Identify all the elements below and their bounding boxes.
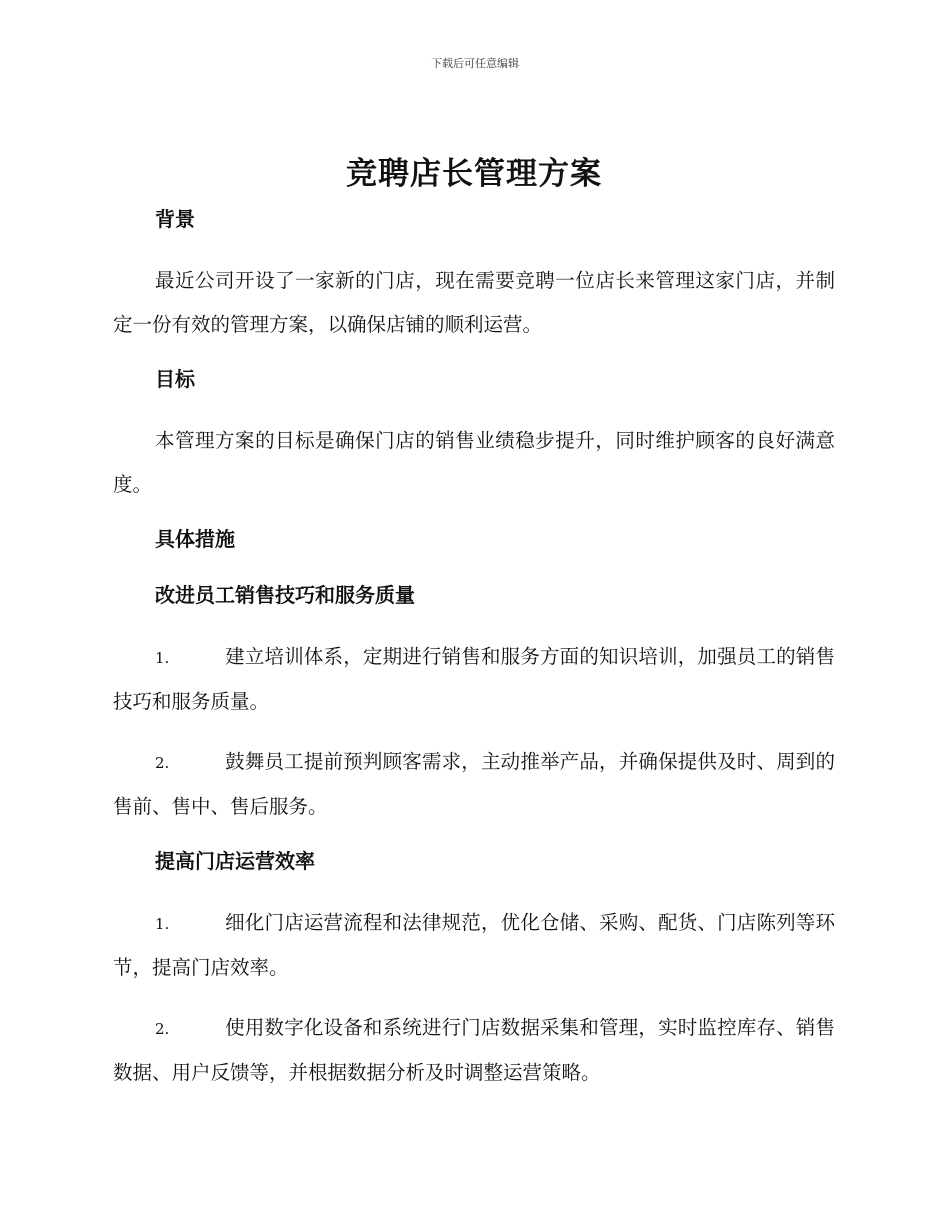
document-title: 竞聘店长管理方案 (346, 156, 602, 192)
list-number: 1. (155, 649, 170, 667)
section-heading-goal: 目标 (155, 367, 195, 391)
list-item-text: 建立培训体系，定期进行销售和服务方面的知识培训，加强员工的销售技巧和服务质量。 (113, 645, 835, 713)
list-item-text: 使用数字化设备和系统进行门店数据采集和管理，实时监控库存、销售数据、用户反馈等，并根据数据分析及时调整运营策略。 (113, 1016, 835, 1084)
list-item (113, 635, 835, 724)
list-number: 2. (155, 1020, 170, 1038)
background-paragraph: 最近公司开设了一家新的门店，现在需要竞聘一位店长来管理这家门店，并制定一份有效的管理方案，以确保店铺的顺利运营。 (113, 269, 835, 336)
list-number: 1. (155, 915, 170, 933)
list-item (113, 901, 835, 990)
header-note: 下载后可任意编辑 (431, 57, 519, 70)
section-heading-measures: 具体措施 (155, 527, 235, 551)
list-item-text: 鼓舞员工提前预判顾客需求，主动推举产品，并确保提供及时、周到的售前、售中、售后服务。 (113, 750, 835, 818)
subsection-heading-sales-service: 改进员工销售技巧和服务质量 (155, 583, 415, 607)
list-item (113, 1006, 835, 1095)
list-number: 2. (155, 754, 170, 772)
list-item (113, 740, 835, 829)
goal-paragraph: 本管理方案的目标是确保门店的销售业绩稳步提升，同时维护顾客的良好满意度。 (113, 429, 835, 496)
document-body (113, 148, 835, 1111)
subsection-heading-efficiency: 提高门店运营效率 (155, 849, 315, 873)
section-heading-background: 背景 (155, 207, 195, 231)
list-item-text: 细化门店运营流程和法律规范，优化仓储、采购、配货、门店陈列等环节，提高门店效率。 (113, 911, 835, 979)
